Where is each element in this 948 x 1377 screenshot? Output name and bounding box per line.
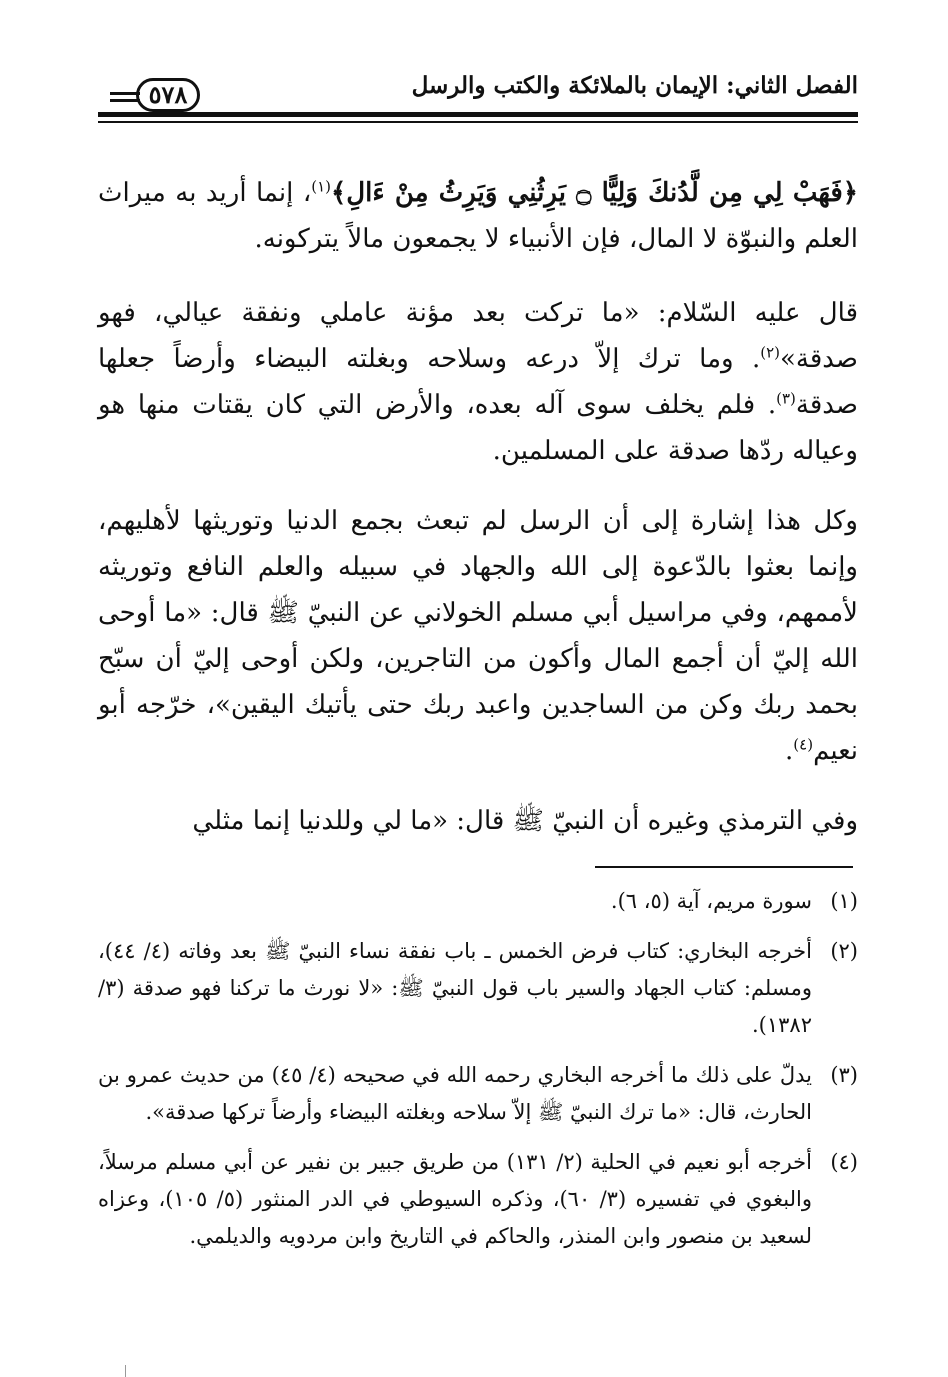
footnote-number: (١) bbox=[830, 889, 858, 913]
paragraph-text: . فلم يخلف سوى آله بعده، والأرض التي كان يقتات منها هو وعياله ردّها صدقة على المسلمين. bbox=[98, 390, 858, 466]
main-text bbox=[98, 170, 858, 868]
page-number: ٥٧٨ bbox=[136, 78, 200, 112]
footnote-number: (٢) bbox=[830, 939, 858, 963]
paragraph-text: وكل هذا إشارة إلى أن الرسل لم تبعث بجمع الدنيا وتوريثها لأهليهم، وإنما بعثوا بالدّعوة إلى الله والجهاد في سبيله والعلم النافع وتوريثه لأممهم، وفي مراسيل أبي مسلم الخولاني عن النبيّ ﷺ قال: «ما أوحى الله إليّ أن أجمع المال وأكون من التاجرين، ولكن أوحى إليّ أن سبّح بحمد ربك وكن من الساجدين واعبد ربك حتى يأتيك اليقين»، خرّجه أبو نعيم bbox=[98, 506, 858, 766]
footnote-ref: (١) bbox=[311, 177, 332, 196]
paragraph-text: وفي الترمذي وغيره أن النبيّ ﷺ قال: «ما لي وللدنيا إنما مثلي bbox=[192, 806, 858, 836]
footnote-ref: (٤) bbox=[793, 735, 814, 754]
page-header bbox=[98, 66, 858, 126]
header-rule-thin bbox=[98, 121, 858, 123]
footnote-number: (٣) bbox=[830, 1063, 858, 1087]
paragraph-text: . وما ترك إلاّ درعه وسلاحه وبغلته البيضاء وأرضاً جعلها صدقة bbox=[98, 344, 858, 420]
paragraph-text: قال عليه السّلام: «ما تركت بعد مؤنة عاملي ونفقة عيالي، فهو صدقة» bbox=[98, 298, 858, 374]
paragraph-3 bbox=[98, 498, 858, 774]
running-title: الفصل الثاني: الإيمان بالملائكة والكتب والرسل bbox=[411, 72, 858, 99]
header-rule-thick bbox=[98, 112, 858, 117]
footnote bbox=[98, 1144, 858, 1255]
paragraph-text: ، إنما أريد به ميراث العلم والنبوّة لا المال، فإن الأنبياء لا يجمعون مالاً يتركونه. bbox=[98, 178, 858, 254]
footnote bbox=[98, 1057, 858, 1131]
paragraph-1 bbox=[98, 170, 858, 262]
footnote-ref: (٣) bbox=[776, 389, 796, 408]
footnote-ref: (٢) bbox=[760, 343, 780, 362]
scan-mark bbox=[125, 1365, 126, 1377]
footnote-text: يدلّ على ذلك ما أخرجه البخاري رحمه الله في صحيحه (٤/ ٤٥) من حديث عمرو بن الحارث، قال: «ما ترك النبيّ ﷺ إلاّ سلاحه وبغلته البيضاء وأرضاً تركها صدقة». bbox=[98, 1063, 812, 1124]
footnote-text: أخرجه البخاري: كتاب فرض الخمس ـ باب نفقة نساء النبيّ ﷺ بعد وفاته (٤/ ٤٤)، ومسلم: كتاب الجهاد والسير باب قول النبيّ ﷺ: «لا نورث ما تركنا فهو صدقة (٣/ ١٣٨٢). bbox=[98, 939, 812, 1037]
footnotes bbox=[98, 883, 858, 1268]
quran-verse: ﴿فَهَبْ لِي مِن لَّدُنكَ وَلِيًّا ۝ يَرِثُنِي وَيَرِثُ مِنْ ءَالِ﴾ bbox=[331, 178, 858, 208]
paragraph-2 bbox=[98, 290, 858, 474]
footnote-text: أخرجه أبو نعيم في الحلية (٢/ ١٣١) من طريق جبير بن نفير عن أبي مسلم مرسلاً، والبغوي في تفسيره (٣/ ٦٠)، وذكره السيوطي في الدر المنثور (٥/ ١٠٥)، وعزاه لسعيد بن منصور وابن المنذر، والحاكم في التاريخ وابن مردويه والديلمي. bbox=[98, 1150, 812, 1248]
footnote-number: (٤) bbox=[830, 1150, 858, 1174]
footnote-separator bbox=[595, 866, 853, 868]
paragraph-end: . bbox=[785, 736, 794, 766]
header-ornament-line bbox=[110, 99, 140, 102]
footnote bbox=[98, 883, 858, 920]
footnote-text: سورة مريم، آية (٥، ٦). bbox=[610, 889, 812, 913]
footnote bbox=[98, 933, 858, 1044]
paragraph-4 bbox=[98, 798, 858, 844]
